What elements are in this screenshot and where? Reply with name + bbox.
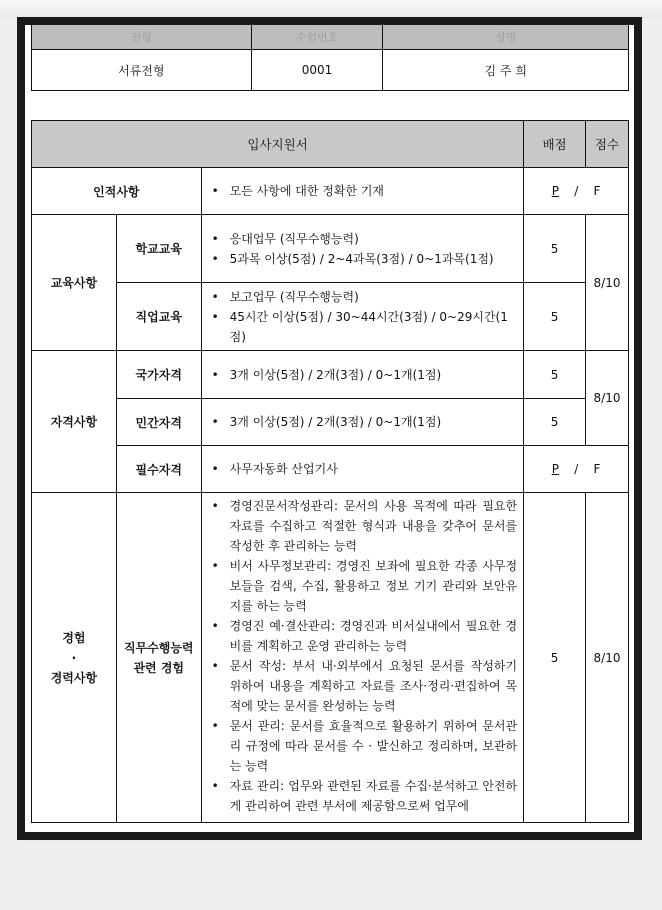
experience-row bbox=[32, 493, 629, 823]
fail-mark: F bbox=[593, 184, 601, 198]
education-score: 8/10 bbox=[586, 215, 629, 351]
experience-item: • 비서 사무정보관리: 경영진 보좌에 필요한 각종 사무정보들을 검색, 수집, 활용하고 정보 기기 관리와 보안유지를 하는 능력 bbox=[210, 556, 517, 616]
vocational-education-item: • 보고업무 (직무수행능력) bbox=[210, 287, 517, 307]
required-license-desc bbox=[201, 446, 523, 493]
personal-row bbox=[32, 168, 629, 215]
info-header-name: 성명 bbox=[383, 25, 629, 50]
vocational-education-alloc: 5 bbox=[524, 283, 586, 351]
info-header-row bbox=[32, 25, 629, 50]
info-header-number: 수험번호 bbox=[251, 25, 383, 50]
info-number-value: 0001 bbox=[251, 50, 383, 91]
experience-item: • 경영진문서작성관리: 문서의 사용 목적에 따라 필요한 자료를 수집하고 적절한 형식과 내용을 갖추어 문서를 작성한 후 관리하는 능력 bbox=[210, 496, 517, 556]
license-score: 8/10 bbox=[586, 351, 629, 446]
pass-mark: P bbox=[551, 462, 559, 476]
school-education-desc bbox=[201, 215, 523, 283]
experience-item: • 자료 관리: 업무와 관련된 자료를 수집·분석하고 안전하게 관리하여 관련 부서에 제공함으로써 업무에 bbox=[210, 776, 517, 816]
col-score: 점수 bbox=[586, 121, 629, 168]
experience-item: • 경영진 예·결산관리: 경영진과 비서실내에서 필요한 경비를 계획하고 운영 관리하는 능력 bbox=[210, 616, 517, 656]
school-education-alloc: 5 bbox=[524, 215, 586, 283]
vocational-education-label: 직업교육 bbox=[116, 283, 201, 351]
experience-label-line: · bbox=[71, 650, 77, 665]
national-license-desc bbox=[201, 351, 523, 399]
info-value-row bbox=[32, 50, 629, 91]
private-license-item: • 3개 이상(5점) / 2개(3점) / 0~1개(1점) bbox=[210, 412, 517, 432]
required-pass-fail bbox=[524, 446, 629, 493]
applicant-info-table bbox=[31, 25, 629, 91]
personal-desc-item: • 모든 사항에 대한 정확한 기재 bbox=[210, 181, 517, 201]
education-vocational-row bbox=[32, 283, 629, 351]
pf-separator: / bbox=[574, 184, 579, 198]
job-competency-label-line: 관련 경험 bbox=[133, 660, 185, 675]
license-label: 자격사항 bbox=[32, 351, 117, 493]
private-license-label: 민간자격 bbox=[116, 399, 201, 446]
application-form-table bbox=[31, 120, 629, 823]
pass-mark: P bbox=[551, 184, 559, 198]
form-title: 입사지원서 bbox=[32, 121, 524, 168]
private-license-desc bbox=[201, 399, 523, 446]
vocational-education-item: • 45시간 이상(5점) / 30~44시간(3점) / 0~29시간(1점) bbox=[210, 307, 517, 347]
info-header-stage: 전형 bbox=[32, 25, 252, 50]
paper-background bbox=[0, 0, 662, 18]
school-education-label: 학교교육 bbox=[116, 215, 201, 283]
required-license-label: 필수자격 bbox=[116, 446, 201, 493]
info-name-value: 김 주 희 bbox=[383, 50, 629, 91]
personal-pass-fail bbox=[524, 168, 629, 215]
experience-score: 8/10 bbox=[586, 493, 629, 823]
national-license-label: 국가자격 bbox=[116, 351, 201, 399]
education-label: 교육사항 bbox=[32, 215, 117, 351]
experience-label bbox=[32, 493, 117, 823]
experience-desc bbox=[201, 493, 523, 823]
national-license-item: • 3개 이상(5점) / 2개(3점) / 0~1개(1점) bbox=[210, 365, 517, 385]
license-required-row bbox=[32, 446, 629, 493]
private-license-alloc: 5 bbox=[524, 399, 586, 446]
school-education-item: • 응대업무 (직무수행능력) bbox=[210, 229, 517, 249]
experience-label-line: 경험 bbox=[62, 630, 86, 645]
experience-item: • 문서 작성: 부서 내·외부에서 요청된 문서를 작성하기 위하여 내용을 계획하고 자료를 조사·정리·편집하여 목적에 맞는 문서를 완성하는 능력 bbox=[210, 656, 517, 716]
fail-mark: F bbox=[593, 462, 601, 476]
license-private-row bbox=[32, 399, 629, 446]
experience-label-line: 경력사항 bbox=[50, 670, 98, 685]
job-competency-label bbox=[116, 493, 201, 823]
document-frame bbox=[17, 17, 642, 840]
experience-alloc: 5 bbox=[524, 493, 586, 823]
col-score-allocation: 배점 bbox=[524, 121, 586, 168]
national-license-alloc: 5 bbox=[524, 351, 586, 399]
experience-item: • 문서 관리: 문서를 효율적으로 활용하기 위하여 문서관리 규정에 따라 문서를 수 · 발신하고 정리하며, 보관하는 능력 bbox=[210, 716, 517, 776]
pf-separator: / bbox=[574, 462, 579, 476]
school-education-item: • 5과목 이상(5점) / 2~4과목(3점) / 0~1과목(1점) bbox=[210, 249, 517, 269]
info-stage-value: 서류전형 bbox=[32, 50, 252, 91]
education-school-row bbox=[32, 215, 629, 283]
job-competency-label-line: 직무수행능력 bbox=[123, 640, 194, 655]
license-national-row bbox=[32, 351, 629, 399]
vocational-education-desc bbox=[201, 283, 523, 351]
document-sheet bbox=[25, 25, 634, 832]
personal-desc bbox=[201, 168, 523, 215]
personal-label: 인적사항 bbox=[32, 168, 202, 215]
required-license-item: • 사무자동화 산업기사 bbox=[210, 459, 517, 479]
form-header-row bbox=[32, 121, 629, 168]
